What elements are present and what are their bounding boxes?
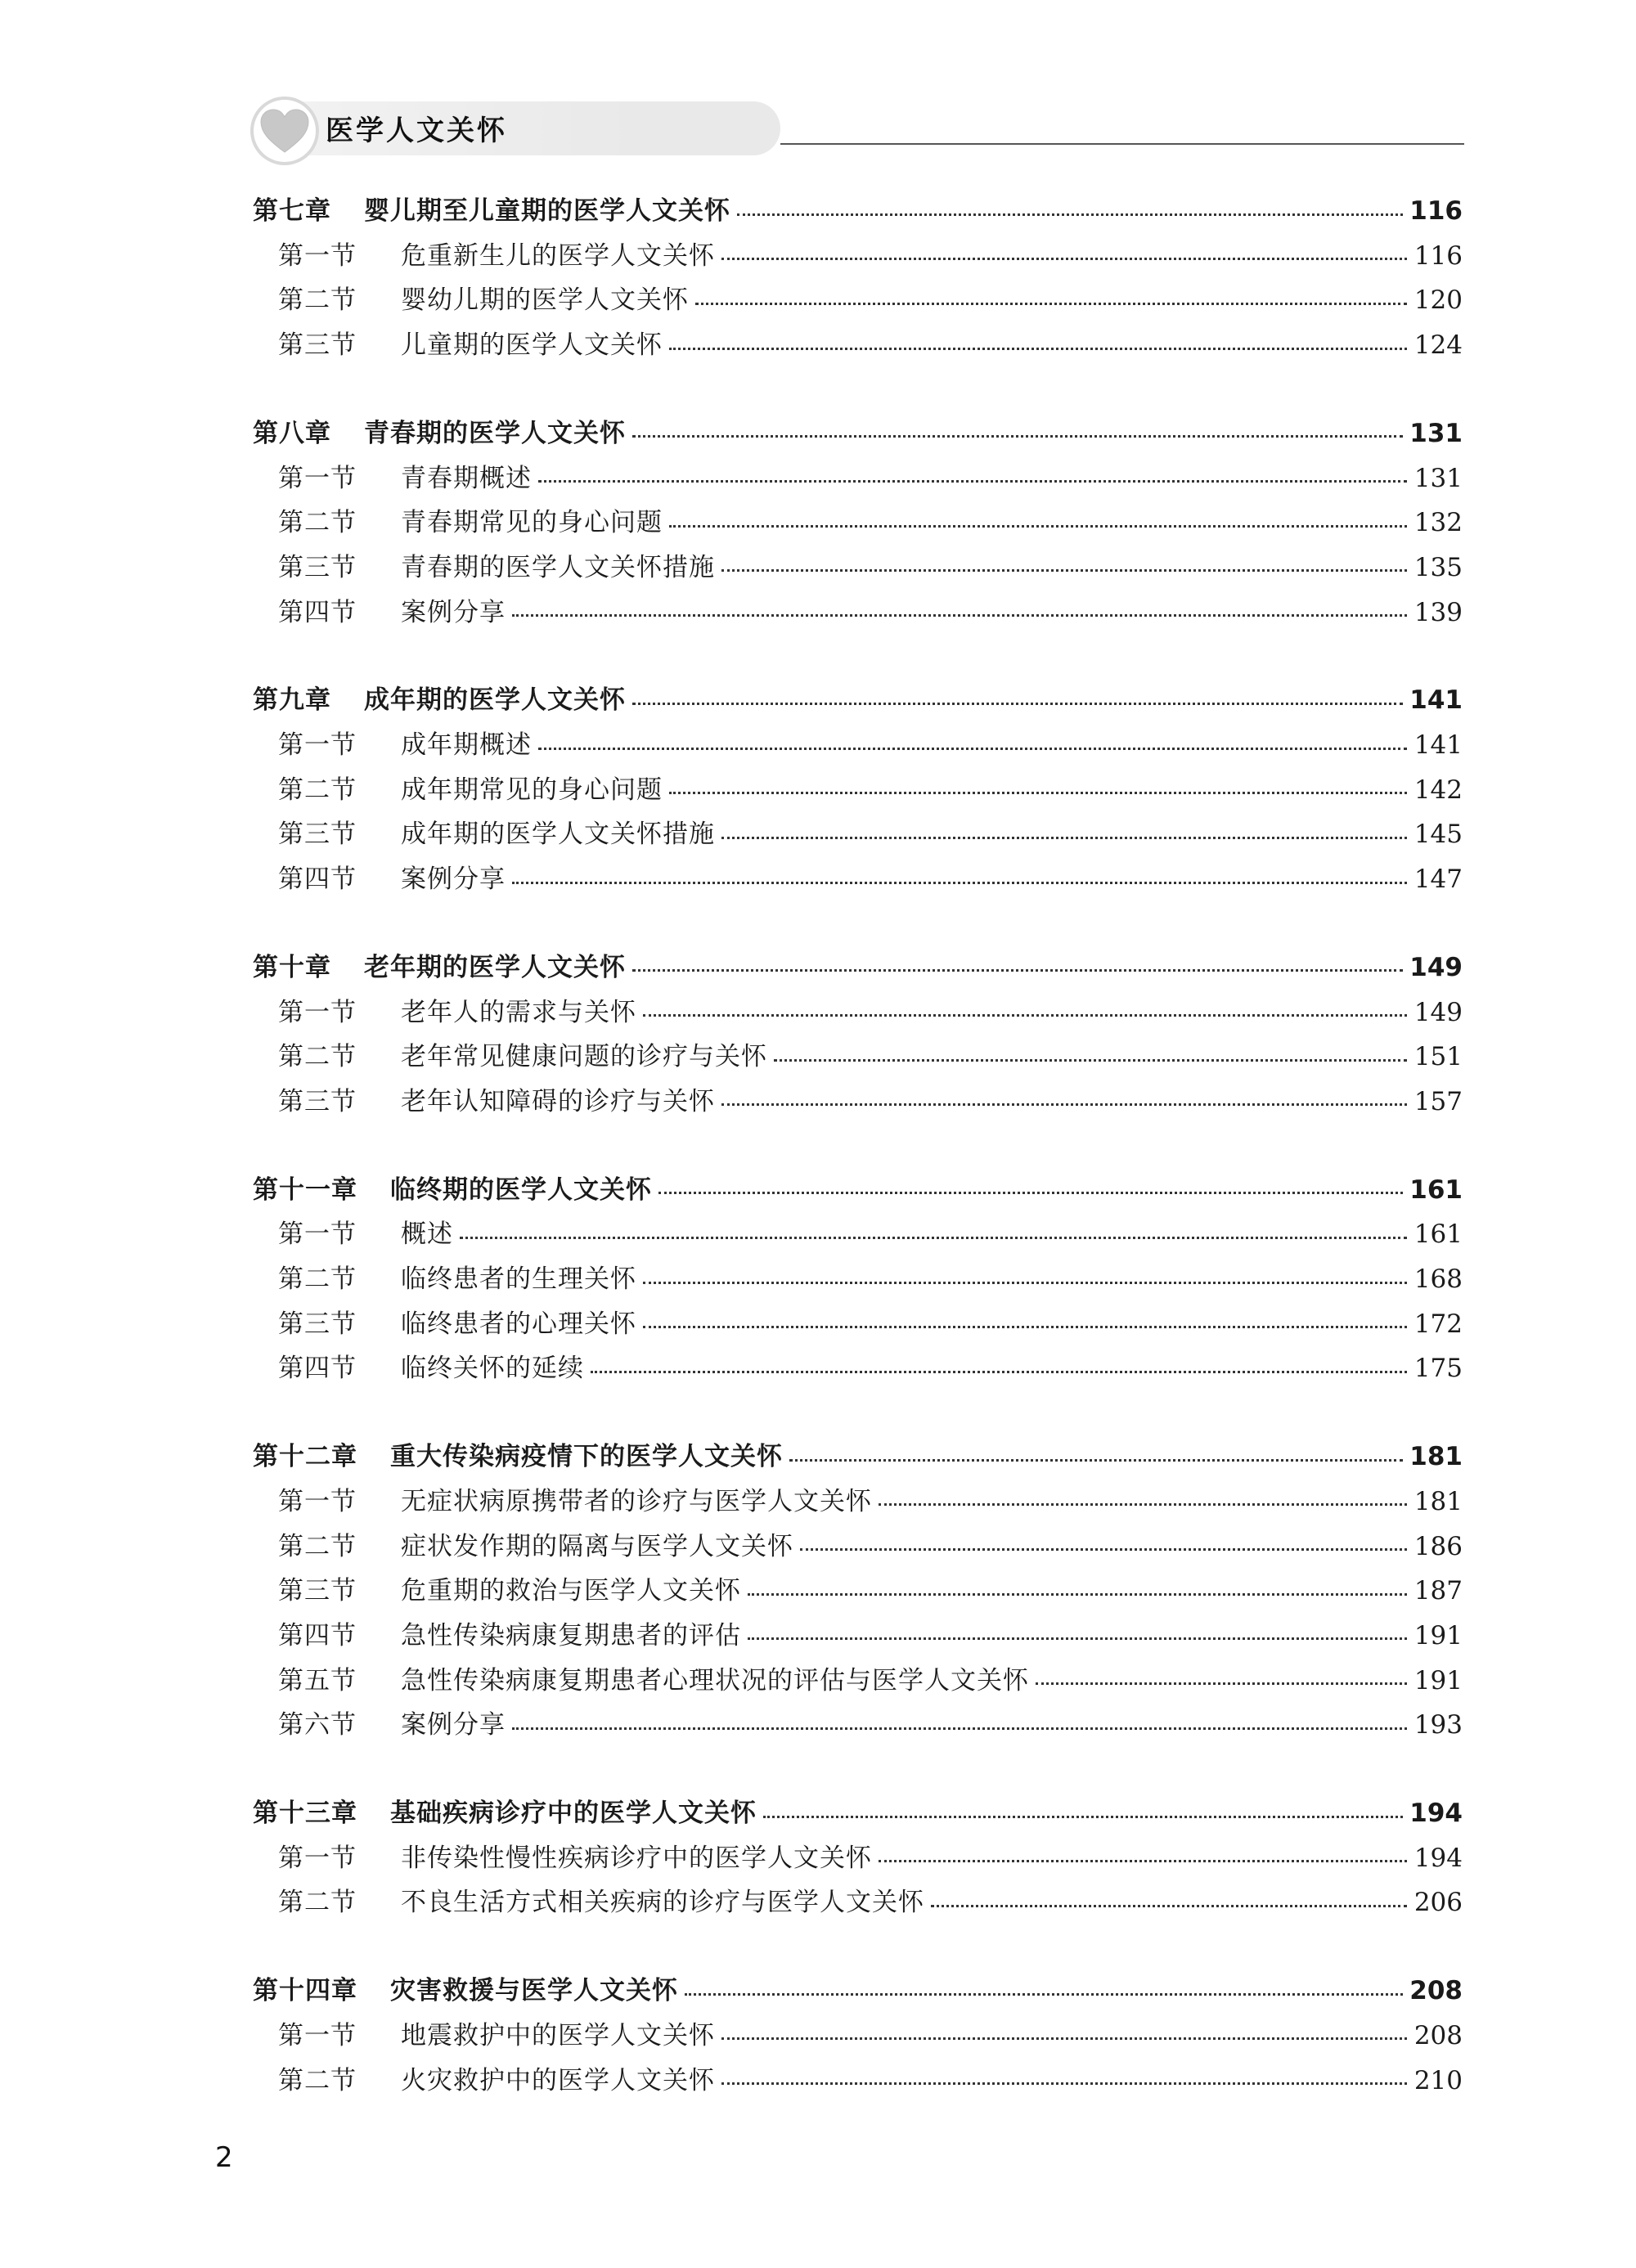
running-header: [250, 95, 1464, 155]
toc-section-entry[interactable]: [278, 279, 1463, 317]
toc-section-entry[interactable]: [278, 1659, 1463, 1697]
toc-section-entry[interactable]: [278, 1837, 1463, 1875]
dot-leader: [460, 1235, 1407, 1239]
toc-section-entry[interactable]: [278, 1525, 1463, 1563]
section-title: 急性传染病康复期患者心理状况的评估与医学人文关怀: [401, 1665, 1029, 1695]
toc-chapter-entry[interactable]: [253, 679, 1463, 716]
chapter-number: 第九章: [253, 685, 331, 716]
section-title: 症状发作期的隔离与医学人文关怀: [401, 1531, 793, 1561]
toc-section-entry[interactable]: [278, 813, 1463, 851]
dot-leader: [737, 212, 1403, 216]
chapter-number: 第十一章: [253, 1174, 357, 1205]
chapter-title: 青春期的医学人文关怀: [364, 418, 626, 448]
toc-section-entry[interactable]: [278, 457, 1463, 495]
page-ref: 124: [1414, 330, 1463, 361]
section-number: 第四节: [278, 1620, 357, 1650]
dot-leader: [721, 2081, 1407, 2085]
chapter-title: 临终期的医学人文关怀: [390, 1174, 652, 1205]
section-title: 老年人的需求与关怀: [401, 997, 636, 1027]
section-title: 临终患者的心理关怀: [401, 1309, 636, 1339]
section-number: 第六节: [278, 1710, 357, 1740]
section-number: 第一节: [278, 1219, 357, 1250]
section-number: 第四节: [278, 597, 357, 627]
dot-leader: [879, 1858, 1407, 1862]
dot-leader: [512, 613, 1407, 617]
page-ref: 131: [1409, 418, 1463, 448]
dot-leader: [721, 835, 1407, 839]
section-number: 第三节: [278, 552, 357, 582]
toc-section-entry[interactable]: [278, 235, 1463, 272]
chapter-title: 灾害救援与医学人文关怀: [390, 1976, 678, 2006]
toc-section-entry[interactable]: [278, 546, 1463, 584]
toc-section-entry[interactable]: [278, 858, 1463, 896]
section-number: 第一节: [278, 2020, 357, 2050]
page-ref: 161: [1414, 1219, 1463, 1250]
section-title: 青春期的医学人文关怀措施: [401, 552, 715, 582]
section-number: 第二节: [278, 1264, 357, 1294]
dot-leader: [721, 1102, 1407, 1106]
dot-leader: [643, 1280, 1407, 1284]
section-title: 儿童期的医学人文关怀: [401, 330, 663, 361]
section-title: 地震救护中的医学人文关怀: [401, 2020, 715, 2050]
section-number: 第三节: [278, 820, 357, 850]
section-title: 无症状病原携带者的诊疗与医学人文关怀: [401, 1486, 872, 1516]
dot-leader: [695, 301, 1407, 305]
toc-chapter-entry[interactable]: [253, 946, 1463, 984]
section-number: 第二节: [278, 1531, 357, 1561]
toc-section-entry[interactable]: [278, 1615, 1463, 1652]
section-number: 第一节: [278, 240, 357, 271]
chapter-title: 成年期的医学人文关怀: [364, 685, 626, 716]
page-ref: 139: [1414, 597, 1463, 627]
toc-section-entry[interactable]: [278, 591, 1463, 629]
dot-leader: [748, 1636, 1407, 1640]
page-ref: 194: [1409, 1799, 1463, 1828]
toc-section-entry[interactable]: [278, 1303, 1463, 1341]
dot-leader: [931, 1903, 1407, 1907]
chapter-title: 婴儿期至儿童期的医学人文关怀: [364, 196, 730, 226]
toc-chapter-entry[interactable]: [253, 1435, 1463, 1473]
section-title: 概述: [401, 1219, 453, 1250]
section-number: 第一节: [278, 463, 357, 493]
chapter-number: 第十章: [253, 952, 331, 982]
section-number: 第四节: [278, 1354, 357, 1384]
heart-badge: [250, 97, 319, 165]
dot-leader: [643, 1013, 1407, 1017]
toc-section-entry[interactable]: [278, 1347, 1463, 1385]
page-ref: 175: [1414, 1354, 1463, 1384]
page-ref: 208: [1409, 1976, 1463, 2006]
dot-leader: [632, 433, 1403, 438]
toc-section-entry[interactable]: [278, 1258, 1463, 1296]
section-number: 第三节: [278, 1309, 357, 1339]
toc-section-entry[interactable]: [278, 724, 1463, 761]
section-title: 青春期概述: [401, 463, 532, 493]
section-number: 第二节: [278, 1042, 357, 1072]
page-ref: 149: [1409, 952, 1463, 982]
page-ref: 142: [1414, 775, 1463, 805]
toc-section-entry[interactable]: [278, 1704, 1463, 1741]
page-ref: 141: [1414, 730, 1463, 760]
dot-leader: [632, 968, 1403, 972]
section-number: 第五节: [278, 1665, 357, 1695]
page-ref: 186: [1414, 1531, 1463, 1561]
chapter-number: 第八章: [253, 418, 331, 448]
page-ref: 193: [1414, 1710, 1463, 1740]
toc-section-entry[interactable]: [278, 1881, 1463, 1919]
toc-section-entry[interactable]: [278, 1080, 1463, 1118]
toc-chapter-entry[interactable]: [253, 1969, 1463, 2007]
dot-leader: [721, 2036, 1407, 2040]
section-title: 危重新生儿的医学人文关怀: [401, 240, 715, 271]
toc-chapter-entry[interactable]: [253, 412, 1463, 450]
section-number: 第一节: [278, 997, 357, 1027]
dot-leader: [669, 346, 1407, 350]
dot-leader: [512, 880, 1407, 884]
section-title: 案例分享: [401, 865, 506, 895]
dot-leader: [789, 1457, 1403, 1462]
section-number: 第二节: [278, 285, 357, 316]
dot-leader: [669, 523, 1407, 528]
dot-leader: [800, 1547, 1407, 1551]
page-ref: 131: [1414, 463, 1463, 493]
section-title: 非传染性慢性疾病诊疗中的医学人文关怀: [401, 1843, 872, 1873]
dot-leader: [1036, 1681, 1407, 1685]
toc-section-entry[interactable]: [278, 324, 1463, 362]
section-number: 第三节: [278, 1086, 357, 1116]
header-rule: [780, 143, 1464, 145]
chapter-number: 第十二章: [253, 1442, 357, 1472]
toc-section-entry[interactable]: [278, 991, 1463, 1029]
section-title: 不良生活方式相关疾病的诊疗与医学人文关怀: [401, 1888, 924, 1918]
dot-leader: [538, 478, 1407, 483]
chapter-number: 第七章: [253, 196, 331, 226]
dot-leader: [763, 1814, 1403, 1818]
section-title: 临终患者的生理关怀: [401, 1264, 636, 1294]
section-title: 危重期的救治与医学人文关怀: [401, 1576, 741, 1606]
toc-section-entry[interactable]: [278, 1035, 1463, 1073]
section-number: 第三节: [278, 330, 357, 361]
toc-section-entry[interactable]: [278, 1570, 1463, 1607]
page-ref: 120: [1414, 285, 1463, 316]
page-ref: 132: [1414, 508, 1463, 538]
section-title: 成年期的医学人文关怀措施: [401, 820, 715, 850]
section-number: 第四节: [278, 865, 357, 895]
section-title: 青春期常见的身心问题: [401, 508, 663, 538]
page-ref: 145: [1414, 820, 1463, 850]
toc-chapter-entry[interactable]: [253, 1169, 1463, 1206]
page-ref: 161: [1409, 1174, 1463, 1205]
page-ref: 206: [1414, 1888, 1463, 1918]
section-number: 第二节: [278, 2065, 357, 2095]
dot-leader: [591, 1369, 1407, 1373]
page-ref: 191: [1414, 1620, 1463, 1650]
section-title: 案例分享: [401, 597, 506, 627]
dot-leader: [721, 568, 1407, 572]
dot-leader: [685, 1992, 1403, 1996]
section-number: 第一节: [278, 1843, 357, 1873]
toc-chapter-entry[interactable]: [253, 1792, 1463, 1830]
section-number: 第二节: [278, 775, 357, 805]
section-title: 火灾救护中的医学人文关怀: [401, 2065, 715, 2095]
section-title: 婴幼儿期的医学人文关怀: [401, 285, 689, 316]
dot-leader: [538, 746, 1407, 750]
page-ref: 191: [1414, 1665, 1463, 1695]
section-title: 案例分享: [401, 1710, 506, 1740]
page-ref: 208: [1414, 2020, 1463, 2050]
page-ref: 157: [1414, 1086, 1463, 1116]
section-number: 第一节: [278, 1486, 357, 1516]
page-ref: 194: [1414, 1843, 1463, 1873]
section-title: 老年常见健康问题的诊疗与关怀: [401, 1042, 767, 1072]
dot-leader: [669, 790, 1407, 794]
dot-leader: [721, 256, 1407, 260]
page-ref: 141: [1409, 685, 1463, 716]
dot-leader: [658, 1190, 1403, 1194]
page-ref: 116: [1409, 196, 1463, 226]
page-ref: 172: [1414, 1309, 1463, 1339]
section-number: 第一节: [278, 730, 357, 760]
chapter-number: 第十四章: [253, 1976, 357, 2006]
section-number: 第二节: [278, 508, 357, 538]
toc-section-entry[interactable]: [278, 1480, 1463, 1518]
chapter-title: 基础疾病诊疗中的医学人文关怀: [390, 1799, 757, 1828]
toc-section-entry[interactable]: [278, 501, 1463, 539]
page-ref: 168: [1414, 1264, 1463, 1294]
dot-leader: [879, 1502, 1407, 1506]
page-ref: 116: [1414, 240, 1463, 271]
page-ref: 187: [1414, 1576, 1463, 1606]
page-ref: 210: [1414, 2065, 1463, 2095]
section-title: 成年期常见的身心问题: [401, 775, 663, 805]
toc-section-entry[interactable]: [278, 769, 1463, 806]
page-ref: 135: [1414, 552, 1463, 582]
dot-leader: [774, 1058, 1407, 1062]
page-number: 2: [215, 2141, 233, 2174]
page-ref: 181: [1414, 1486, 1463, 1516]
toc-chapter-entry[interactable]: [253, 190, 1463, 227]
section-title: 成年期概述: [401, 730, 532, 760]
page-ref: 147: [1414, 865, 1463, 895]
toc-section-entry[interactable]: [278, 1213, 1463, 1251]
dot-leader: [512, 1726, 1407, 1730]
header-title: 医学人文关怀: [326, 115, 507, 147]
section-number: 第二节: [278, 1888, 357, 1918]
section-number: 第三节: [278, 1576, 357, 1606]
heart-icon: [259, 108, 310, 154]
dot-leader: [632, 701, 1403, 705]
section-title: 急性传染病康复期患者的评估: [401, 1620, 741, 1650]
page-ref: 149: [1414, 997, 1463, 1027]
toc-section-entry[interactable]: [278, 2014, 1463, 2052]
chapter-title: 重大传染病疫情下的医学人文关怀: [390, 1442, 783, 1472]
section-title: 临终关怀的延续: [401, 1354, 584, 1384]
page-ref: 181: [1409, 1442, 1463, 1472]
toc-section-entry[interactable]: [278, 2059, 1463, 2097]
dot-leader: [643, 1324, 1407, 1328]
page-ref: 151: [1414, 1042, 1463, 1072]
chapter-title: 老年期的医学人文关怀: [364, 952, 626, 982]
dot-leader: [748, 1592, 1407, 1596]
section-title: 老年认知障碍的诊疗与关怀: [401, 1086, 715, 1116]
chapter-number: 第十三章: [253, 1799, 357, 1828]
